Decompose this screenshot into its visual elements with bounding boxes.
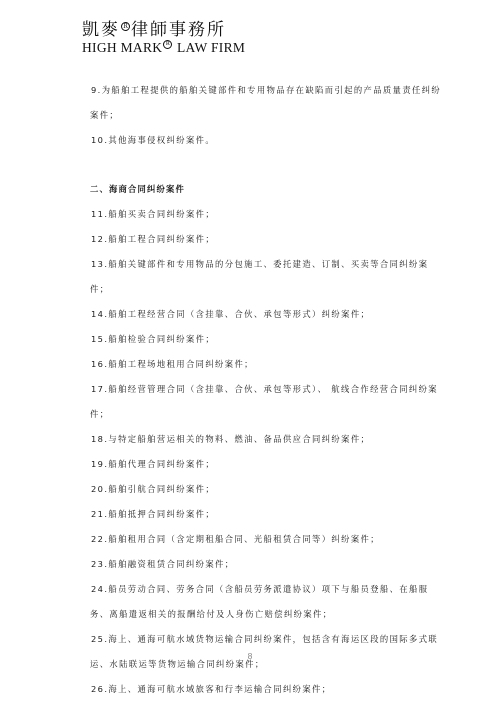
firm-name-en-part1: HIGH MARK [82, 40, 163, 55]
list-item: 13.船舶关键部件和专用物品的分包施工、委托建造、订制、买卖等合同纠纷案件； [90, 259, 429, 294]
firm-name-english [82, 40, 282, 56]
section-heading: 二、海商合同纠纷案件 [90, 184, 185, 194]
list-item: 19.船舶代理合同纠纷案件； [91, 459, 216, 469]
list-item: 16.船舶工程场地租用合同纠纷案件； [91, 359, 254, 369]
page-number: 8 [247, 651, 253, 661]
list-item: 22.船舶租用合同（含定期租船合同、光船租赁合同等）纠纷案件； [91, 534, 380, 544]
letterhead [82, 20, 282, 56]
list-item: 20.船舶引航合同纠纷案件； [91, 484, 216, 494]
list-item: 14.船舶工程经营合同（含挂靠、合伙、承包等形式）纠纷案件； [91, 309, 371, 319]
list-item: 17.船舶经营管理合同（含挂靠、合伙、承包等形式）、 航线合作经营合同纠纷案件； [90, 384, 438, 419]
list-item: 9.为船舶工程提供的船舶关键部件和专用物品存在缺陷而引起的产品质量责任纠纷案件； [90, 85, 442, 120]
list-item: 11.船舶买卖合同纠纷案件； [91, 209, 216, 219]
firm-name-cn-part1: 凱麥 [82, 20, 120, 40]
list-item: 18.与特定船舶营运相关的物料、燃油、备品供应合同纠纷案件； [91, 434, 371, 444]
list-item: 12.船舶工程合同纠纷案件； [91, 234, 216, 244]
list-item: 24.船员劳动合同、劳务合同（含船员劳务派遣协议）项下与船员登船、在船服务、离船遣返相关的报酬给付及人身伤亡赔偿纠纷案件； [90, 584, 429, 619]
list-item: 15.船舶检验合同纠纷案件； [91, 334, 216, 344]
registered-mark-icon: R [121, 22, 130, 31]
registered-mark-icon: R [163, 40, 172, 49]
list-item: 21.船舶抵押合同纠纷案件； [91, 509, 216, 519]
list-item: 26.海上、通海可航水域旅客和行李运输合同纠纷案件； [91, 684, 332, 694]
firm-name-chinese [82, 20, 282, 40]
list-item: 10.其他海事侵权纠纷案件。 [91, 135, 216, 145]
firm-name-en-part2: LAW FIRM [177, 40, 246, 55]
firm-name-cn-part2: 律師事務所 [131, 20, 226, 40]
document-body [90, 78, 446, 702]
list-item: 23.船舶融资租赁合同纠纷案件； [91, 559, 235, 569]
list-item: 25.海上、通海可航水域货物运输合同纠纷案件，包括含有海运区段的国际多式联运、水陆联运等货物运输合同纠纷案件； [90, 634, 439, 669]
